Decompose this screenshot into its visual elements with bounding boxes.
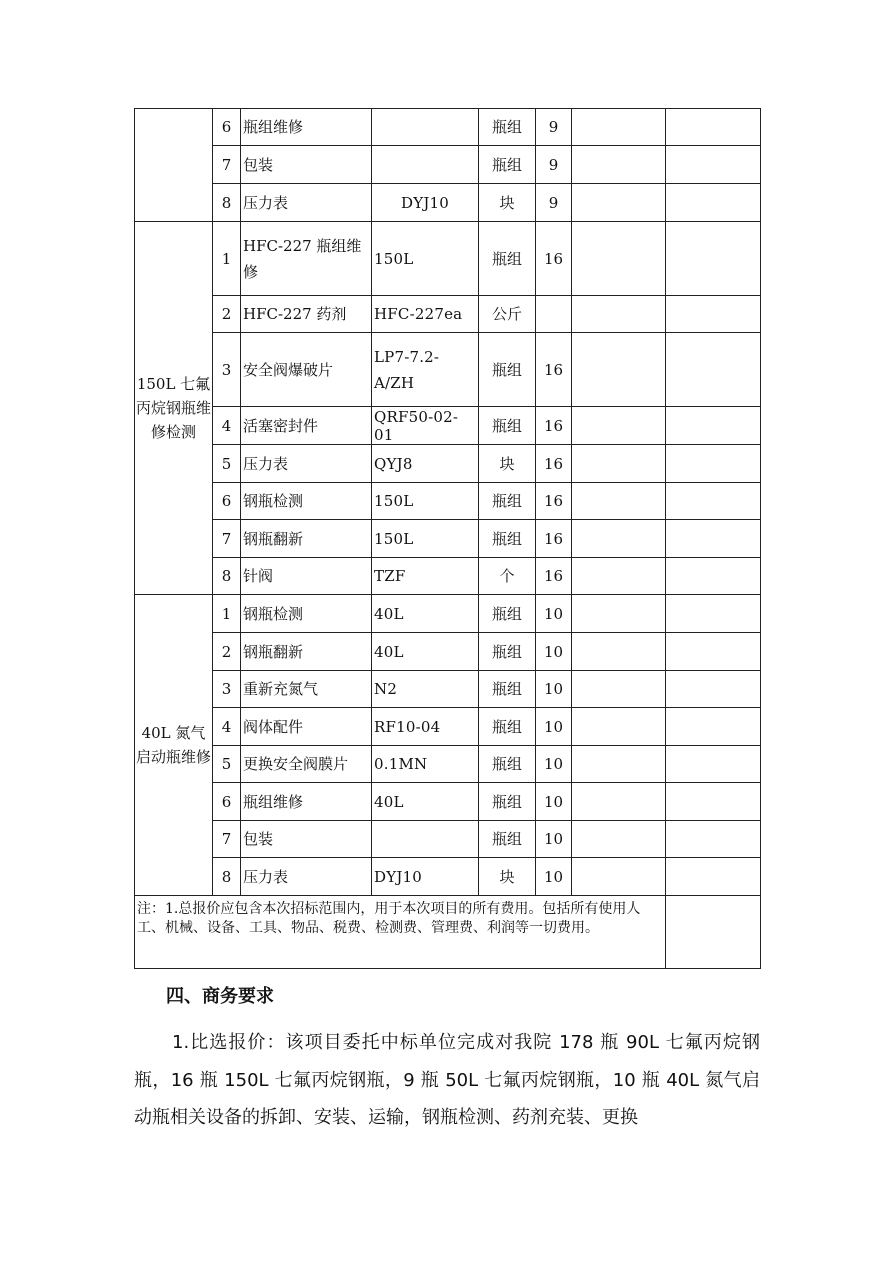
unit-price-cell bbox=[572, 407, 666, 445]
note-row bbox=[135, 896, 761, 969]
unit-price-cell bbox=[572, 708, 666, 746]
unit-price-cell bbox=[572, 783, 666, 821]
quantity-cell: 9 bbox=[536, 146, 572, 184]
group-name-cell bbox=[135, 109, 213, 222]
unit-price-cell bbox=[572, 184, 666, 222]
total-price-cell bbox=[666, 783, 761, 821]
unit-price-cell bbox=[572, 520, 666, 558]
table-row bbox=[135, 783, 761, 821]
table-row bbox=[135, 595, 761, 633]
unit-cell: 瓶组 bbox=[479, 708, 536, 746]
item-name-cell: 安全阀爆破片 bbox=[241, 333, 372, 407]
spec-cell bbox=[372, 109, 479, 146]
total-price-cell bbox=[666, 558, 761, 595]
total-price-cell bbox=[666, 708, 761, 746]
item-name-cell: 压力表 bbox=[241, 445, 372, 483]
spec-cell: 40L bbox=[372, 783, 479, 821]
unit-cell: 块 bbox=[479, 445, 536, 483]
quantity-cell: 16 bbox=[536, 222, 572, 296]
table-row bbox=[135, 109, 761, 146]
unit-cell: 瓶组 bbox=[479, 746, 536, 783]
spec-cell: DYJ10 bbox=[372, 184, 479, 222]
item-number-cell: 8 bbox=[213, 858, 241, 896]
total-price-cell bbox=[666, 445, 761, 483]
total-price-cell bbox=[666, 483, 761, 520]
unit-price-cell bbox=[572, 633, 666, 671]
total-price-cell bbox=[666, 520, 761, 558]
item-number-cell: 6 bbox=[213, 783, 241, 821]
table-row bbox=[135, 222, 761, 296]
spec-cell: 40L bbox=[372, 633, 479, 671]
unit-cell: 块 bbox=[479, 184, 536, 222]
table-row bbox=[135, 633, 761, 671]
unit-cell: 瓶组 bbox=[479, 222, 536, 296]
spec-cell: 150L bbox=[372, 483, 479, 520]
item-name-cell: 钢瓶检测 bbox=[241, 595, 372, 633]
total-price-cell bbox=[666, 109, 761, 146]
note-cell: 注：1.总报价应包含本次招标范围内，用于本次项目的所有费用。包括所有使用人工、机械、设备、工具、物品、税费、检测费、管理费、利润等一切费用。 bbox=[135, 896, 666, 969]
table-row bbox=[135, 296, 761, 333]
group-name-cell: 150L 七氟丙烷钢瓶维修检测 bbox=[135, 222, 213, 595]
unit-price-cell bbox=[572, 296, 666, 333]
spec-cell: 0.1MN bbox=[372, 746, 479, 783]
item-name-cell: HFC-227 药剂 bbox=[241, 296, 372, 333]
spec-cell bbox=[372, 146, 479, 184]
spec-cell: RF10-04 bbox=[372, 708, 479, 746]
item-number-cell: 8 bbox=[213, 558, 241, 595]
spec-cell bbox=[372, 821, 479, 858]
item-name-cell: 活塞密封件 bbox=[241, 407, 372, 445]
item-name-cell: 瓶组维修 bbox=[241, 109, 372, 146]
unit-price-cell bbox=[572, 746, 666, 783]
unit-cell: 瓶组 bbox=[479, 109, 536, 146]
item-number-cell: 1 bbox=[213, 595, 241, 633]
item-name-cell: 压力表 bbox=[241, 858, 372, 896]
table-row bbox=[135, 333, 761, 407]
table-row bbox=[135, 558, 761, 595]
total-price-cell bbox=[666, 333, 761, 407]
quantity-cell: 16 bbox=[536, 333, 572, 407]
total-price-cell bbox=[666, 296, 761, 333]
unit-cell: 瓶组 bbox=[479, 407, 536, 445]
quote-table bbox=[134, 108, 761, 969]
quantity-cell: 10 bbox=[536, 858, 572, 896]
unit-cell: 瓶组 bbox=[479, 333, 536, 407]
unit-cell: 瓶组 bbox=[479, 821, 536, 858]
item-name-cell: 重新充氮气 bbox=[241, 671, 372, 708]
item-name-cell: 钢瓶翻新 bbox=[241, 520, 372, 558]
unit-cell: 瓶组 bbox=[479, 671, 536, 708]
table-row bbox=[135, 146, 761, 184]
quantity-cell: 16 bbox=[536, 558, 572, 595]
item-name-cell: 针阀 bbox=[241, 558, 372, 595]
spec-cell: 40L bbox=[372, 595, 479, 633]
quantity-cell: 10 bbox=[536, 821, 572, 858]
total-price-cell bbox=[666, 407, 761, 445]
quantity-cell: 16 bbox=[536, 520, 572, 558]
note-blank-cell bbox=[666, 896, 761, 969]
quantity-cell: 16 bbox=[536, 483, 572, 520]
spec-cell: TZF bbox=[372, 558, 479, 595]
unit-cell: 块 bbox=[479, 858, 536, 896]
table-row bbox=[135, 445, 761, 483]
total-price-cell bbox=[666, 633, 761, 671]
item-number-cell: 8 bbox=[213, 184, 241, 222]
unit-price-cell bbox=[572, 333, 666, 407]
total-price-cell bbox=[666, 184, 761, 222]
table-row bbox=[135, 520, 761, 558]
unit-cell: 瓶组 bbox=[479, 595, 536, 633]
unit-cell: 瓶组 bbox=[479, 783, 536, 821]
unit-cell: 瓶组 bbox=[479, 633, 536, 671]
item-name-cell: 压力表 bbox=[241, 184, 372, 222]
total-price-cell bbox=[666, 746, 761, 783]
spec-cell: HFC-227ea bbox=[372, 296, 479, 333]
item-number-cell: 5 bbox=[213, 445, 241, 483]
unit-price-cell bbox=[572, 445, 666, 483]
unit-price-cell bbox=[572, 858, 666, 896]
spec-cell: LP7-7.2-A/ZH bbox=[372, 333, 479, 407]
spec-cell: QYJ8 bbox=[372, 445, 479, 483]
item-number-cell: 6 bbox=[213, 109, 241, 146]
item-number-cell: 7 bbox=[213, 520, 241, 558]
table-row bbox=[135, 184, 761, 222]
quantity-cell: 10 bbox=[536, 633, 572, 671]
spec-cell: 150L bbox=[372, 520, 479, 558]
spec-cell: N2 bbox=[372, 671, 479, 708]
quantity-cell: 16 bbox=[536, 445, 572, 483]
unit-cell: 瓶组 bbox=[479, 520, 536, 558]
table-row bbox=[135, 858, 761, 896]
unit-cell: 瓶组 bbox=[479, 483, 536, 520]
item-name-cell: 钢瓶翻新 bbox=[241, 633, 372, 671]
spec-cell: 150L bbox=[372, 222, 479, 296]
table-row bbox=[135, 821, 761, 858]
item-number-cell: 7 bbox=[213, 146, 241, 184]
quantity-cell: 10 bbox=[536, 708, 572, 746]
item-name-cell: 包装 bbox=[241, 146, 372, 184]
item-number-cell: 4 bbox=[213, 407, 241, 445]
total-price-cell bbox=[666, 146, 761, 184]
quantity-cell: 10 bbox=[536, 746, 572, 783]
item-name-cell: 钢瓶检测 bbox=[241, 483, 372, 520]
unit-price-cell bbox=[572, 109, 666, 146]
quantity-cell: 10 bbox=[536, 671, 572, 708]
item-number-cell: 6 bbox=[213, 483, 241, 520]
unit-price-cell bbox=[572, 558, 666, 595]
spec-cell: QRF50-02-01 bbox=[372, 407, 479, 445]
quantity-cell: 9 bbox=[536, 184, 572, 222]
total-price-cell bbox=[666, 858, 761, 896]
unit-price-cell bbox=[572, 595, 666, 633]
total-price-cell bbox=[666, 821, 761, 858]
group-name-cell: 40L 氮气启动瓶维修 bbox=[135, 595, 213, 896]
total-price-cell bbox=[666, 222, 761, 296]
section-heading: 四、商务要求 bbox=[166, 986, 274, 1007]
item-name-cell: 阀体配件 bbox=[241, 708, 372, 746]
item-name-cell: 更换安全阀膜片 bbox=[241, 746, 372, 783]
unit-price-cell bbox=[572, 146, 666, 184]
unit-cell: 瓶组 bbox=[479, 146, 536, 184]
table-row bbox=[135, 746, 761, 783]
unit-cell: 公斤 bbox=[479, 296, 536, 333]
item-name-cell: HFC-227 瓶组维修 bbox=[241, 222, 372, 296]
table-row bbox=[135, 671, 761, 708]
item-name-cell: 包装 bbox=[241, 821, 372, 858]
item-number-cell: 1 bbox=[213, 222, 241, 296]
item-number-cell: 3 bbox=[213, 671, 241, 708]
table-row bbox=[135, 407, 761, 445]
total-price-cell bbox=[666, 595, 761, 633]
item-number-cell: 2 bbox=[213, 296, 241, 333]
item-name-cell: 瓶组维修 bbox=[241, 783, 372, 821]
quantity-cell: 16 bbox=[536, 407, 572, 445]
spec-cell: DYJ10 bbox=[372, 858, 479, 896]
table-row bbox=[135, 708, 761, 746]
quantity-cell: 10 bbox=[536, 595, 572, 633]
unit-price-cell bbox=[572, 821, 666, 858]
item-number-cell: 5 bbox=[213, 746, 241, 783]
item-number-cell: 7 bbox=[213, 821, 241, 858]
total-price-cell bbox=[666, 671, 761, 708]
table-row bbox=[135, 483, 761, 520]
item-number-cell: 2 bbox=[213, 633, 241, 671]
unit-price-cell bbox=[572, 483, 666, 520]
quantity-cell: 10 bbox=[536, 783, 572, 821]
unit-price-cell bbox=[572, 671, 666, 708]
body-paragraph: 1.比选报价：该项目委托中标单位完成对我院 178 瓶 90L 七氟丙烷钢瓶，16 瓶 150L 七氟丙烷钢瓶，9 瓶 50L 七氟丙烷钢瓶，10 瓶 40L 氮气启动瓶相关设备的拆卸、安装、运输，钢瓶检测、药剂充装、更换 bbox=[134, 1032, 760, 1128]
unit-cell: 个 bbox=[479, 558, 536, 595]
unit-price-cell bbox=[572, 222, 666, 296]
quantity-cell: 9 bbox=[536, 109, 572, 146]
item-number-cell: 4 bbox=[213, 708, 241, 746]
item-number-cell: 3 bbox=[213, 333, 241, 407]
quantity-cell bbox=[536, 296, 572, 333]
